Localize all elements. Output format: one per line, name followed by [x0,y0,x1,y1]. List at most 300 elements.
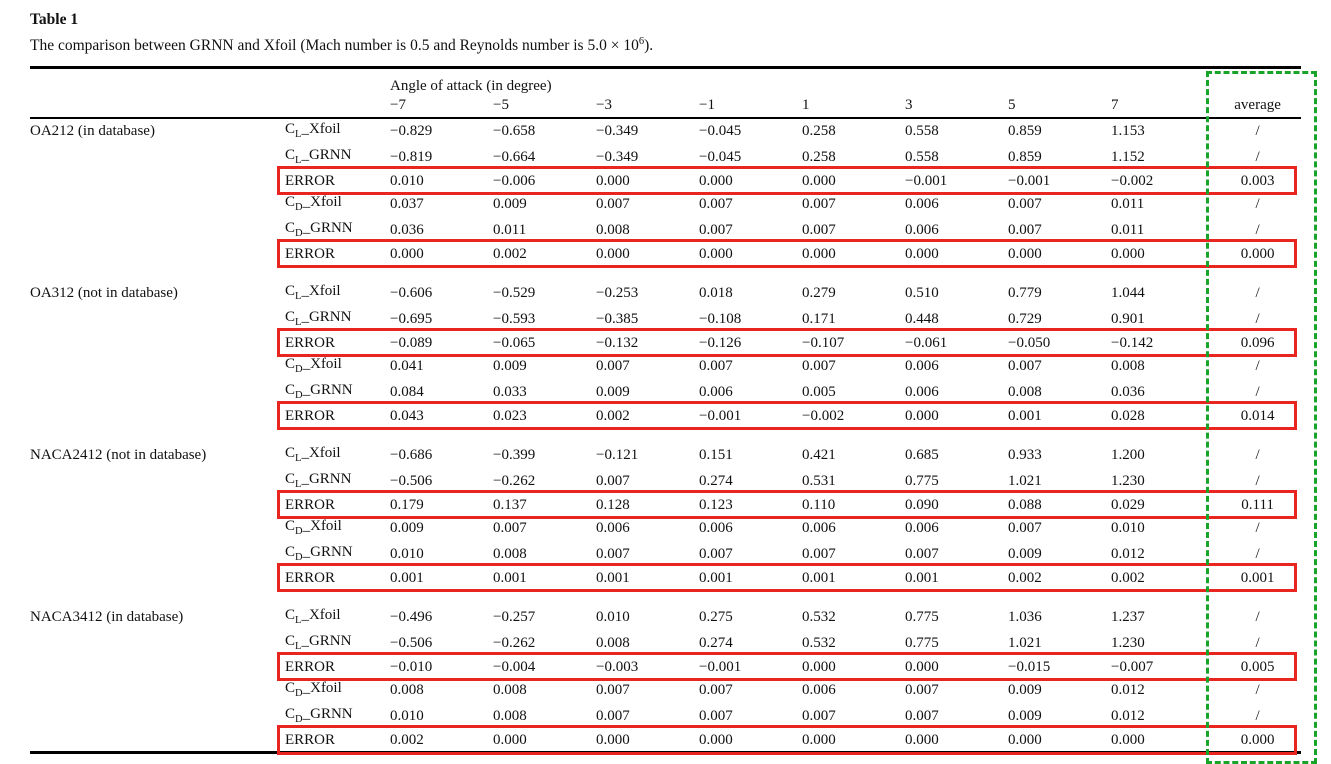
value-cell: 0.901 [1111,311,1145,328]
average-cell: / [1255,682,1260,699]
value-cell: −0.010 [390,658,433,675]
value-cell: 0.000 [493,731,527,748]
value-cell: 0.000 [699,245,733,262]
row-label: ERROR [285,569,336,586]
value-cell: 0.000 [905,245,939,262]
row-label: ERROR [285,407,336,424]
value-cell: 0.010 [390,172,424,189]
value-cell: 0.023 [493,407,527,424]
value-cell: −0.829 [390,123,433,140]
row-label: ERROR [285,496,336,513]
value-cell: 0.448 [905,311,939,328]
table-body [30,118,1301,753]
airfoil-name [30,704,285,730]
value-cell: 0.018 [699,285,733,302]
comparison-table [30,66,1301,754]
value-cell: 0.002 [1008,569,1042,586]
data-row [30,380,1301,406]
value-cell: 0.009 [1008,546,1042,563]
value-cell: 0.000 [802,658,836,675]
value-cell: 0.008 [493,546,527,563]
group-spacer [30,427,1301,443]
table-wrap [30,66,1301,754]
value-cell: 0.000 [905,407,939,424]
value-cell: 0.171 [802,311,836,328]
value-cell: 0.006 [699,520,733,537]
value-cell: 0.421 [802,447,836,464]
value-cell: −0.262 [493,473,536,490]
value-cell: −0.658 [493,123,536,140]
value-cell: −0.002 [802,407,845,424]
caption-text: The comparison between GRNN and Xfoil (Mach number is 0.5 and Reynolds number is 5.0 × 10 [30,37,639,55]
value-cell: 0.128 [596,496,630,513]
airfoil-name [30,678,285,704]
value-cell: 0.008 [493,708,527,725]
value-cell: 0.006 [802,520,836,537]
data-row [30,145,1301,171]
value-cell: 0.275 [699,609,733,626]
value-cell: 0.007 [802,196,836,213]
average-cell: / [1255,123,1260,140]
row-label: $C_D\_GRNN$ [285,705,353,725]
value-cell: −0.349 [596,123,639,140]
average-cell: / [1255,149,1260,166]
value-cell: 0.000 [596,245,630,262]
value-cell: −0.349 [596,149,639,166]
row-label: ERROR [285,245,336,262]
value-cell: 0.729 [1008,311,1042,328]
airfoil-name [30,192,285,218]
value-cell: 0.012 [1111,708,1145,725]
row-label: $C_L\_GRNN$ [285,146,352,166]
value-cell: 0.000 [1008,245,1042,262]
value-cell: 0.028 [1111,407,1145,424]
row-label: $C_D\_Xfoil$ [285,355,342,375]
airfoil-name [30,406,285,427]
value-cell: 1.237 [1111,609,1145,626]
value-cell: 0.008 [1008,384,1042,401]
average-cell: / [1255,473,1260,490]
value-cell: 1.152 [1111,149,1145,166]
angle-header: 5 [1008,97,1016,114]
caption-tail: ). [644,37,654,55]
value-cell: −0.529 [493,285,536,302]
error-row [30,171,1301,192]
value-cell: 0.012 [1111,682,1145,699]
data-row [30,704,1301,730]
error-row [30,568,1301,589]
row-label: ERROR [285,731,336,748]
data-row [30,443,1301,469]
value-cell: 0.008 [596,222,630,239]
value-cell: 0.002 [596,407,630,424]
data-row [30,354,1301,380]
value-cell: −0.002 [1111,172,1154,189]
value-cell: −0.050 [1008,334,1051,351]
group-spacer [30,265,1301,281]
value-cell: 0.007 [596,196,630,213]
angle-values-row [30,95,1301,118]
value-cell: 1.230 [1111,635,1145,652]
average-header: average [1234,97,1281,114]
average-cell: / [1255,520,1260,537]
value-cell: 0.000 [596,731,630,748]
value-cell: 0.007 [802,708,836,725]
value-cell: −0.061 [905,334,948,351]
value-cell: 0.775 [905,635,939,652]
airfoil-name [30,354,285,380]
angle-header: −7 [390,97,406,114]
value-cell: 1.036 [1008,609,1042,626]
value-cell: 0.008 [493,682,527,699]
airfoil-name [30,631,285,657]
value-cell: 0.007 [699,682,733,699]
airfoil-name [30,516,285,542]
row-label: $C_L\_GRNN$ [285,470,352,490]
value-cell: 0.007 [1008,222,1042,239]
airfoil-name [30,568,285,589]
data-row [30,469,1301,495]
value-cell: 0.007 [699,222,733,239]
angle-span-row [30,68,1301,95]
airfoil-name [30,307,285,333]
angle-header: −3 [596,97,612,114]
average-cell: / [1255,358,1260,375]
airfoil-name [30,218,285,244]
row-label: ERROR [285,658,336,675]
airfoil-name: NACA3412 (in database) [30,609,184,626]
value-cell: 0.279 [802,285,836,302]
value-cell: 0.001 [905,569,939,586]
value-cell: 0.775 [905,473,939,490]
value-cell: −0.399 [493,447,536,464]
value-cell: 0.002 [390,731,424,748]
value-cell: 0.001 [1008,407,1042,424]
value-cell: −0.001 [699,407,742,424]
value-cell: −0.593 [493,311,536,328]
value-cell: −0.045 [699,149,742,166]
value-cell: 0.123 [699,496,733,513]
row-label: $C_L\_Xfoil$ [285,444,341,464]
value-cell: 0.008 [596,635,630,652]
value-cell: 0.009 [1008,708,1042,725]
airfoil-name [30,542,285,568]
empty-header-cell [30,68,285,95]
value-cell: 0.000 [1111,731,1145,748]
value-cell: 0.041 [390,358,424,375]
average-cell: / [1255,447,1260,464]
airfoil-name: NACA2412 (not in database) [30,447,207,464]
value-cell: 0.007 [596,358,630,375]
value-cell: 0.007 [596,546,630,563]
data-row [30,281,1301,307]
value-cell: 1.230 [1111,473,1145,490]
value-cell: 1.021 [1008,473,1042,490]
row-label: $C_D\_GRNN$ [285,381,353,401]
value-cell: −0.045 [699,123,742,140]
airfoil-name [30,730,285,753]
angle-header: 3 [905,97,913,114]
value-cell: 0.274 [699,635,733,652]
value-cell: −0.385 [596,311,639,328]
error-row [30,406,1301,427]
spacer-cell [30,265,1301,281]
value-cell: −0.506 [390,473,433,490]
airfoil-name [30,333,285,354]
value-cell: 0.000 [905,658,939,675]
value-cell: 0.151 [699,447,733,464]
average-cell: 0.014 [1240,407,1275,424]
value-cell: 0.029 [1111,496,1145,513]
value-cell: 0.006 [699,384,733,401]
data-row [30,307,1301,333]
value-cell: 0.001 [802,569,836,586]
value-cell: −0.001 [1008,172,1051,189]
row-label: $C_L\_Xfoil$ [285,606,341,626]
value-cell: 0.037 [390,196,424,213]
value-cell: 0.007 [596,708,630,725]
value-cell: 0.002 [1111,569,1145,586]
value-cell: 0.274 [699,473,733,490]
value-cell: −0.003 [596,658,639,675]
value-cell: −0.695 [390,311,433,328]
value-cell: 0.001 [596,569,630,586]
row-label: $C_D\_Xfoil$ [285,679,342,699]
value-cell: 0.009 [390,520,424,537]
average-cell: / [1255,609,1260,626]
value-cell: 0.043 [390,407,424,424]
value-cell: 0.009 [493,196,527,213]
row-label: $C_D\_GRNN$ [285,219,353,239]
angle-of-attack-label: Angle of attack (in degree) [390,77,552,94]
value-cell: −0.819 [390,149,433,166]
value-cell: 0.859 [1008,149,1042,166]
average-cell: / [1255,196,1260,213]
value-cell: 0.007 [699,546,733,563]
caption-superscript: 6 [638,36,645,47]
value-cell: 0.000 [802,731,836,748]
value-cell: −0.126 [699,334,742,351]
value-cell: −0.006 [493,172,536,189]
table-title: Table 1 [30,11,79,28]
angle-header: −5 [493,97,509,114]
value-cell: 0.000 [905,731,939,748]
average-cell: 0.001 [1240,569,1275,586]
value-cell: 0.008 [390,682,424,699]
value-cell: −0.606 [390,285,433,302]
airfoil-name [30,244,285,265]
value-cell: 0.779 [1008,285,1042,302]
value-cell: 0.775 [905,609,939,626]
value-cell: 0.007 [1008,196,1042,213]
value-cell: 0.000 [1008,731,1042,748]
value-cell: −0.001 [699,658,742,675]
value-cell: 0.006 [905,222,939,239]
value-cell: −0.107 [802,334,845,351]
value-cell: 0.007 [1008,520,1042,537]
value-cell: 0.084 [390,384,424,401]
value-cell: 0.002 [493,245,527,262]
average-cell: 0.003 [1240,172,1275,189]
average-cell: 0.096 [1240,334,1275,351]
airfoil-name [30,469,285,495]
value-cell: 0.036 [1111,384,1145,401]
data-row [30,542,1301,568]
value-cell: 0.005 [802,384,836,401]
value-cell: 0.001 [493,569,527,586]
value-cell: 0.010 [1111,520,1145,537]
value-cell: 0.010 [596,609,630,626]
average-cell: 0.000 [1240,731,1275,748]
data-row [30,678,1301,704]
data-row [30,118,1301,145]
value-cell: 0.558 [905,123,939,140]
value-cell: 0.088 [1008,496,1042,513]
average-cell: 0.111 [1241,496,1274,513]
row-label: $C_L\_GRNN$ [285,308,352,328]
average-cell: / [1255,311,1260,328]
average-cell: / [1255,222,1260,239]
value-cell: 0.000 [802,245,836,262]
value-cell: −0.262 [493,635,536,652]
row-label: ERROR [285,334,336,351]
data-row [30,218,1301,244]
value-cell: −0.001 [905,172,948,189]
value-cell: 0.006 [905,196,939,213]
value-cell: 0.006 [905,520,939,537]
airfoil-name [30,657,285,678]
value-cell: 0.007 [802,222,836,239]
value-cell: 0.090 [905,496,939,513]
error-row [30,657,1301,678]
value-cell: −0.664 [493,149,536,166]
value-cell: 0.258 [802,149,836,166]
value-cell: 0.510 [905,285,939,302]
value-cell: 0.012 [1111,546,1145,563]
value-cell: −0.015 [1008,658,1051,675]
angle-header: −1 [699,97,715,114]
average-cell: / [1255,546,1260,563]
value-cell: 1.021 [1008,635,1042,652]
error-row [30,730,1301,753]
value-cell: −0.257 [493,609,536,626]
value-cell: −0.004 [493,658,536,675]
value-cell: 0.859 [1008,123,1042,140]
value-cell: 0.007 [493,520,527,537]
average-cell: / [1255,708,1260,725]
row-label: $C_D\_Xfoil$ [285,517,342,537]
value-cell: 0.000 [596,172,630,189]
value-cell: 0.006 [596,520,630,537]
value-cell: 0.179 [390,496,424,513]
value-cell: 0.531 [802,473,836,490]
table-caption [30,31,1301,57]
value-cell: −0.065 [493,334,536,351]
value-cell: 0.001 [390,569,424,586]
value-cell: 0.007 [699,196,733,213]
value-cell: 0.258 [802,123,836,140]
airfoil-name [30,171,285,192]
value-cell: 0.006 [905,358,939,375]
airfoil-name: OA212 (in database) [30,123,155,140]
value-cell: 0.007 [699,358,733,375]
value-cell: 0.000 [802,172,836,189]
row-label: ERROR [285,172,336,189]
error-row [30,333,1301,354]
airfoil-name [30,495,285,516]
value-cell: 1.044 [1111,285,1145,302]
value-cell: −0.121 [596,447,639,464]
average-cell: 0.005 [1240,658,1275,675]
value-cell: 0.137 [493,496,527,513]
value-cell: −0.089 [390,334,433,351]
value-cell: 0.532 [802,609,836,626]
value-cell: 0.933 [1008,447,1042,464]
empty-header-cell [1214,68,1301,95]
row-label: $C_L\_Xfoil$ [285,282,341,302]
value-cell: 0.532 [802,635,836,652]
value-cell: 1.200 [1111,447,1145,464]
value-cell: 0.110 [802,496,836,513]
row-label: $C_L\_GRNN$ [285,632,352,652]
average-cell: / [1255,285,1260,302]
value-cell: 0.006 [905,384,939,401]
value-cell: 0.010 [390,708,424,725]
value-cell: 0.007 [596,473,630,490]
value-cell: 0.010 [390,546,424,563]
empty-header-cell [30,95,285,118]
airfoil-name [30,380,285,406]
value-cell: 0.000 [390,245,424,262]
table-header [30,68,1301,118]
value-cell: 0.006 [802,682,836,699]
value-cell: 0.033 [493,384,527,401]
spacer-cell [30,589,1301,605]
data-row [30,631,1301,657]
value-cell: 0.000 [1111,245,1145,262]
row-label: $C_L\_Xfoil$ [285,120,341,140]
error-row [30,244,1301,265]
value-cell: 0.011 [1111,222,1145,239]
value-cell: −0.132 [596,334,639,351]
value-cell: 0.011 [493,222,527,239]
value-cell: 0.007 [596,682,630,699]
spacer-cell [30,427,1301,443]
value-cell: 0.007 [905,708,939,725]
airfoil-name [30,145,285,171]
value-cell: 0.007 [802,358,836,375]
value-cell: 0.007 [1008,358,1042,375]
value-cell: 0.011 [1111,196,1145,213]
error-row [30,495,1301,516]
row-label: $C_D\_Xfoil$ [285,193,342,213]
value-cell: 0.685 [905,447,939,464]
empty-header-cell [285,95,390,118]
data-row [30,192,1301,218]
value-cell: −0.142 [1111,334,1154,351]
value-cell: 0.009 [1008,682,1042,699]
data-row [30,516,1301,542]
value-cell: 0.008 [1111,358,1145,375]
data-row [30,605,1301,631]
value-cell: 0.001 [699,569,733,586]
airfoil-name: OA312 (not in database) [30,285,178,302]
value-cell: −0.496 [390,609,433,626]
value-cell: −0.686 [390,447,433,464]
value-cell: −0.108 [699,311,742,328]
row-label: $C_D\_GRNN$ [285,543,353,563]
value-cell: 1.153 [1111,123,1145,140]
